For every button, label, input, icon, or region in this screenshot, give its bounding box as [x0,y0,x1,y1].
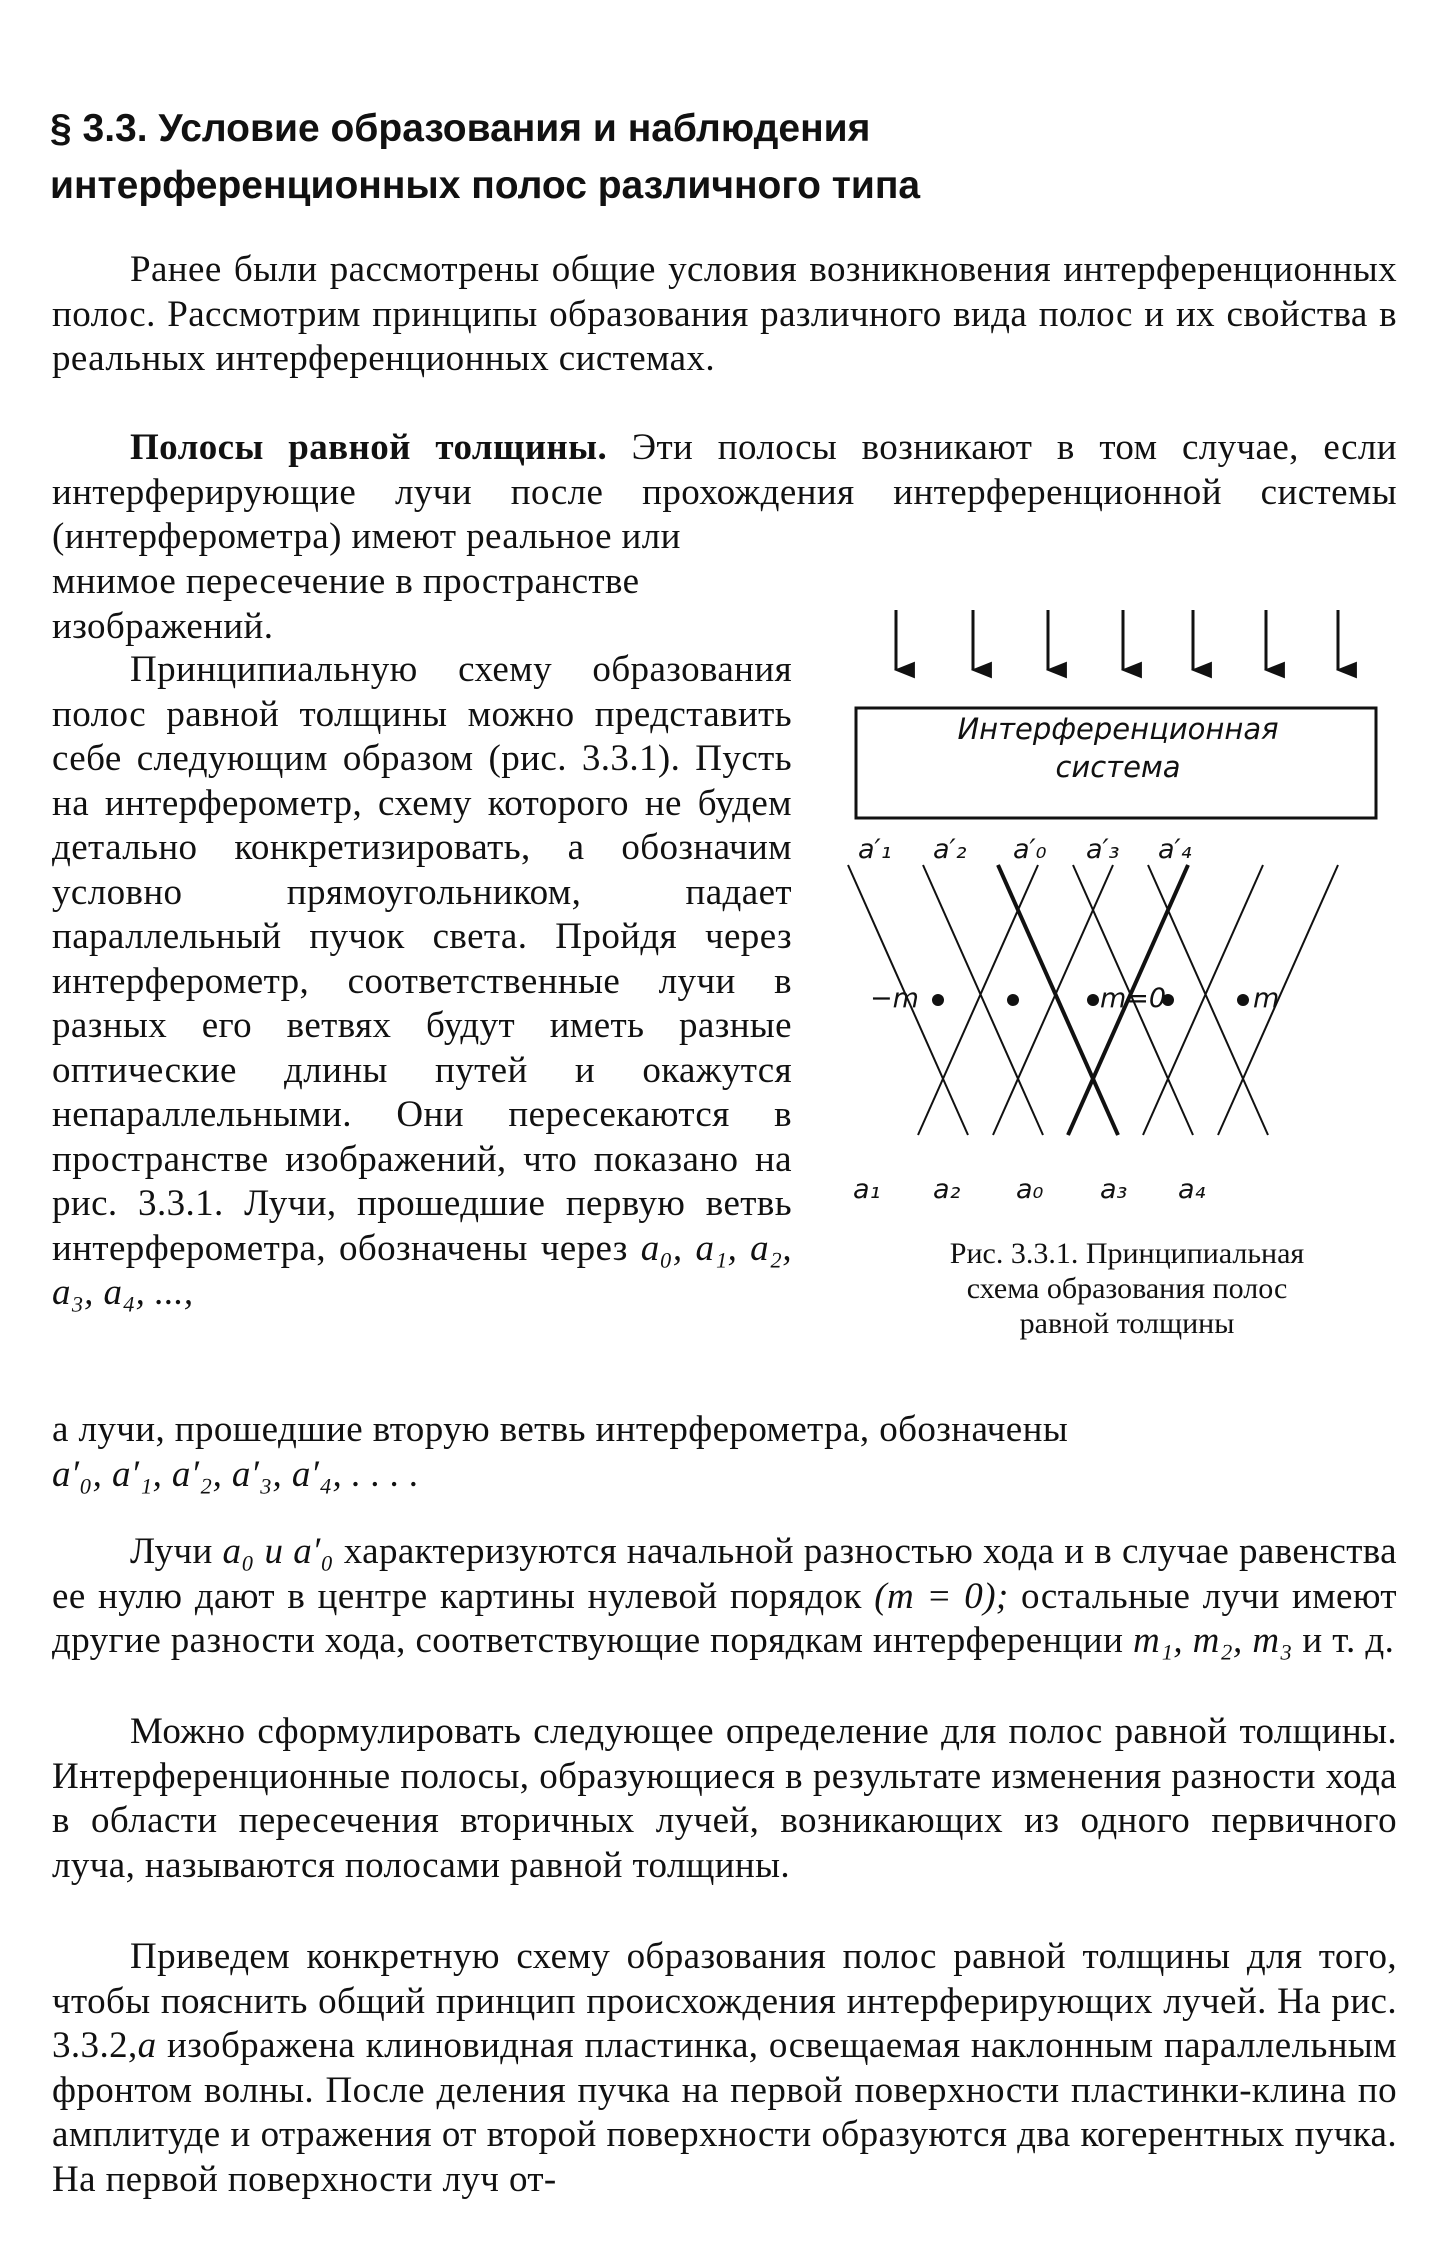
label-a2-primed: a′₂ [933,834,967,865]
paragraph-text: а лучи, прошедшие вторую ветвь интерферометра, обозначены [52,1409,1069,1450]
order-formula: (m = 0); [874,1575,1009,1617]
order-label-m: m [1253,983,1280,1014]
label-a3: a₃ [1100,1174,1128,1205]
caption-line-3: равной толщины [1019,1307,1235,1340]
intersection-point [1237,994,1249,1006]
paragraph-text: остальные лучи имеют другие разности хода, соответствующие порядкам интерференции [52,1575,1398,1661]
intersection-point [1007,994,1019,1006]
caption-line-2: схема образования полос [966,1272,1288,1305]
interferometer-label-line-2: система [1055,750,1181,784]
label-a4: a₄ [1178,1174,1206,1205]
paragraph-text: Приведем конкретную схему образования полос равной толщины для того, чтобы пояснить общий принцип происхождения интерферирующих лучей. На рис. 3.3.2, [52,1936,1397,2066]
label-a4-primed: a′₄ [1158,834,1192,865]
label-a1: a₁ [853,1174,881,1205]
paragraph-zero-order [52,1530,1397,1664]
order-label-zero: m=0 [1100,983,1167,1014]
paragraph-equal-thickness-continued: мнимое пересечение в пространстве изображений. [52,561,640,647]
paragraph-lead-term: Полосы равной толщины. [130,427,608,468]
section-title-line-1: § 3.3. Условие образования и наблюдения [50,107,871,150]
label-a3-primed: a′₃ [1086,834,1120,865]
figure-caption [862,1236,1392,1341]
paragraph-definition: Можно сформулировать следующее определение для полос равной толщины. Интерференционные полосы, образующиеся в результате изменения разности хода в области пересечения вторичных лучей, возникающих из одного первичного луча, называются полосами равной толщины. [52,1711,1397,1886]
paragraph-equal-thickness [52,426,1397,560]
incident-beam [896,610,1338,670]
paragraph-text: характеризуются начальной разностью хода и в случае равенства ее нулю дают в центре картины нулевой порядок [52,1531,1397,1617]
order-symbols: m₁, m₂, m₃ [1132,1620,1293,1661]
figure-ref-letter: a [137,2025,157,2066]
figure-diagram [838,590,1398,1240]
label-a0: a₀ [1016,1174,1044,1205]
paragraph-text: и т. д. [1302,1620,1395,1661]
caption-line-1: Рис. 3.3.1. Принципиальная [949,1237,1305,1270]
ray-symbols: a₀, a₁, a₂, a₃, a₄, ..., [52,1227,792,1313]
label-a1-primed: a′₁ [858,834,892,865]
ray-symbols-primed: a′₀, a′₁, a′₂, a′₃, a′₄, . . . . [52,1453,420,1495]
paragraph-text: Принципиальную схему образования полос равной толщины можно представить себе следующим образом (рис. 3.3.1). Пусть на интерферометр, схему которого не будем детально конкретизировать, а обозначим условно прямоугольником, падает параллельный пучок света. Пройдя через интерферометр, соответственные лучи в разных его ветвях будут иметь разные оптические длины путей и окажутся непараллельными. Они пересекаются в пространстве изображений, что показано на рис. 3.3.1. Лучи, прошедшие первую ветвь интерферометра, обозначены через [52,649,792,1269]
paragraph-wedge [52,1935,1397,2202]
intersection-point [1087,994,1099,1006]
interferometer-label-line-1: Интерференционная [957,712,1279,746]
paragraph-scheme-continued [52,1408,1397,1497]
order-label-minus-m: −m [870,983,919,1014]
paragraph-text: Лучи [130,1531,213,1572]
section-heading [50,100,1150,214]
ray-symbols: a₀ и a′₀ [222,1531,334,1572]
intersection-point [932,994,944,1006]
label-a2: a₂ [933,1174,961,1205]
paragraph-scheme [52,648,792,1316]
paragraph-text: изображена клиновидная пластинка, освещаемая наклонным параллельным фронтом волны. После деления пучка на первой поверхности пластинки-клина по амплитуде и отражения от второй поверхности образуются два когерентных пучка. На первой поверхности луч от- [52,2025,1397,2200]
figure-3-3-1 [838,590,1398,1240]
label-a0-primed: a′₀ [1013,834,1047,865]
section-title-line-2: интерференционных полос различного типа [50,164,921,207]
paragraph-intro: Ранее были рассмотрены общие условия возникновения интерференционных полос. Рассмотрим принципы образования различного вида полос и их свойства в реальных интерференционных системах. [52,249,1397,379]
paragraph-text: Эти полосы возникают в том случае, если интерферирующие лучи после прохождения интерференционной системы (интерферометра) имеют реальное или [52,427,1397,557]
